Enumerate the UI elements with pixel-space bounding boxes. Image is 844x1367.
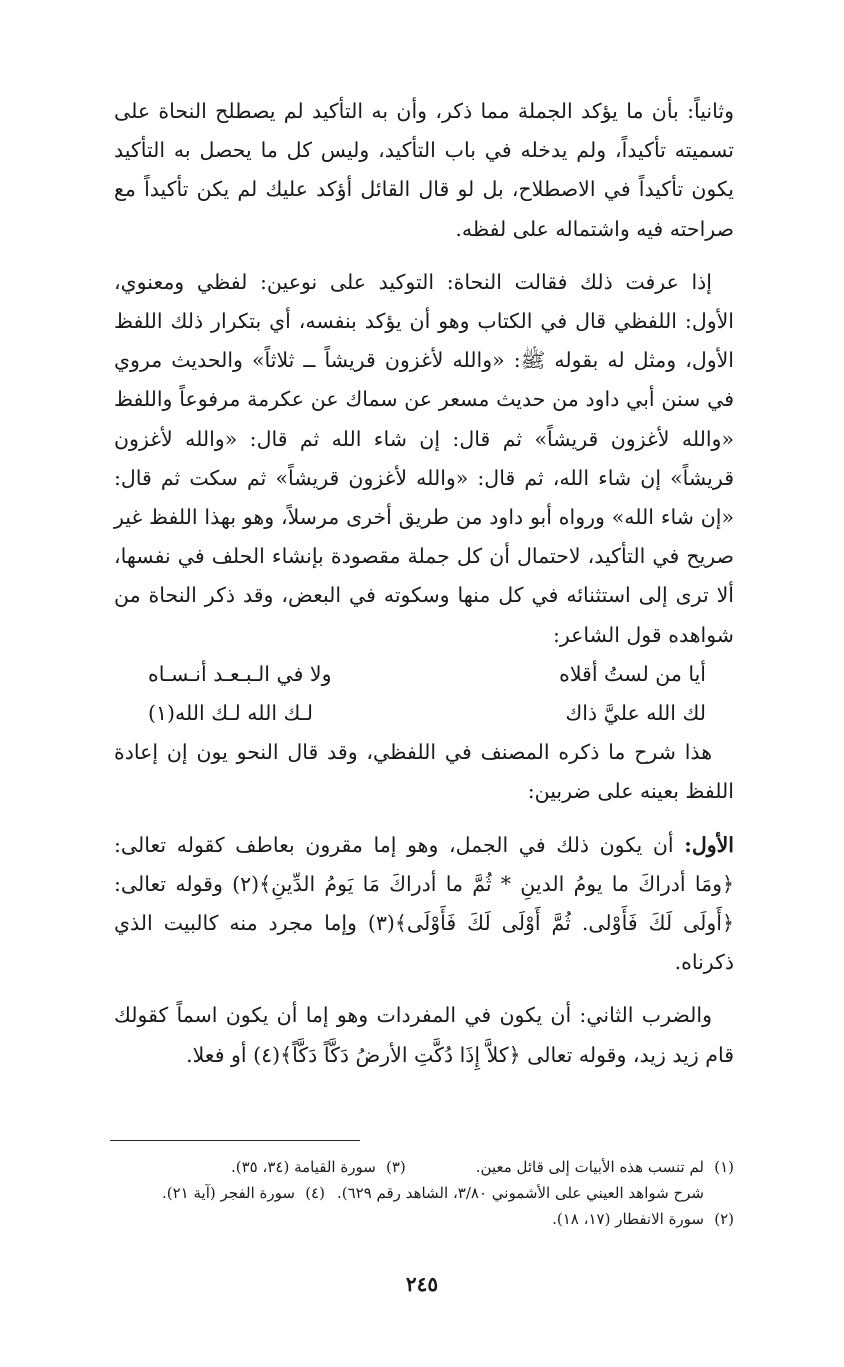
poem-verses (114, 655, 734, 733)
verse-line (114, 694, 734, 733)
paragraph-4: الأول: أن يكون ذلك في الجمل، وهو إما مقرون بعاطف كقوله تعالى: ﴿ومَا أدراكَ ما يومُ الدينِ * ثُمَّ ما أدراكَ مَا يَومُ الدِّينِ﴾(٢) وقوله تعالى: ﴿أَولَى لَكَ فَأَوْلى. ثُمَّ أَوْلَى لَكَ فَأَوْلَى﴾(٣) وإما مجرد منه كالبيت الذي ذكرناه. (114, 832, 735, 975)
main-text (114, 92, 734, 1075)
footnote-text: سورة الفجر (آية ٢١). (161, 1184, 295, 1202)
verse-second-hemistich: ولا في الـبـعـد أنـسـاه (148, 661, 332, 686)
paragraph-lead: الأول: (684, 832, 734, 857)
verse-first-hemistich: لك الله عليَّ ذاك (565, 701, 706, 726)
footnote-text: سورة القيامة (٣٤، ٣٥). (230, 1158, 376, 1176)
footnote-row (94, 1206, 734, 1232)
paragraph-5: والضرب الثاني: أن يكون في المفردات وهو إما أن يكون اسماً كقولك قام زيد زيد، وقوله تعالى ﴿كلاَّ إِذَا دُكَّتِ الأرضُ دَكَّاً دَكَّاً﴾(٤) أو فعلا. (114, 1003, 734, 1067)
footnote-number: (٣) (385, 1158, 406, 1176)
page-number: ٢٤٥ (405, 1272, 439, 1296)
footnote-text: لم تنسب هذه الأبيات إلى قائل معين. (475, 1158, 704, 1176)
footnote-text: شرح شواهد العيني على الأشموني ٣/٨٠، الشاهد رقم ٦٢٩). (336, 1184, 704, 1202)
verse-line (114, 655, 734, 694)
footnote-number: (٢) (714, 1210, 734, 1228)
footnotes (94, 1154, 734, 1232)
footnote-number: (٤) (305, 1184, 325, 1202)
footnote-number (704, 1180, 734, 1206)
footnote-number: (١) (714, 1158, 734, 1176)
paragraph-3: هذا شرح ما ذكره المصنف في اللفظي، وقد قال النحو يون إن إعادة اللفظ بعينه على ضربين: (114, 740, 734, 804)
paragraph-1: وثانياً: بأن ما يؤكد الجملة مما ذكر، وأن به التأكيد لم يصطلح النحاة على تسميته تأكيداً، ولم يدخله في باب التأكيد، وليس كل ما يحصل به التأكيد يكون تأكيداً في الاصطلاح، بل لو قال القائل أؤكد عليك لم يكن تأكيداً مع صراحته فيه واشتماله على لفظه. (114, 99, 734, 241)
footnote-separator (110, 1140, 360, 1141)
verse-first-hemistich: أيا من لستُ أقلاه (559, 661, 706, 686)
footnote-row (94, 1154, 734, 1180)
footnote-text: سورة الانفطار (١٧، ١٨). (552, 1210, 704, 1228)
verse-second-hemistich: لـك الله لـك الله(١) (148, 701, 314, 726)
paragraph-2: إذا عرفت ذلك فقالت النحاة: التوكيد على نوعين: لفظي ومعنوي، الأول: اللفظي قال في الكتاب وهو أن يؤكد بنفسه، أي بتكرار ذلك اللفظ الأول، ومثل له بقوله ﷺ: «والله لأغزون قريشاً ــ ثلاثاً» والحديث مروي في سنن أبي داود من حديث مسعر عن سماك عن عكرمة مرفوعاً واللفظ «والله لأغزون قريشاً» ثم قال: إن شاء الله ثم قال: «والله لأغزون قريشاً» إن شاء الله، ثم قال: «والله لأغزون قريشاً» ثم سكت ثم قال: «إن شاء الله» ورواه أبو داود من طريق أخرى مرسلاً، وهو بهذا اللفظ غير صريح في التأكيد، لاحتمال أن كل جملة مقصودة بإنشاء الحلف في نفسها، ألا ترى إلى استثنائه في كل منها وسكوته في البعض، وقد ذكر النحاة من شواهده قول الشاعر: (114, 269, 734, 647)
footnote-row (94, 1180, 734, 1206)
